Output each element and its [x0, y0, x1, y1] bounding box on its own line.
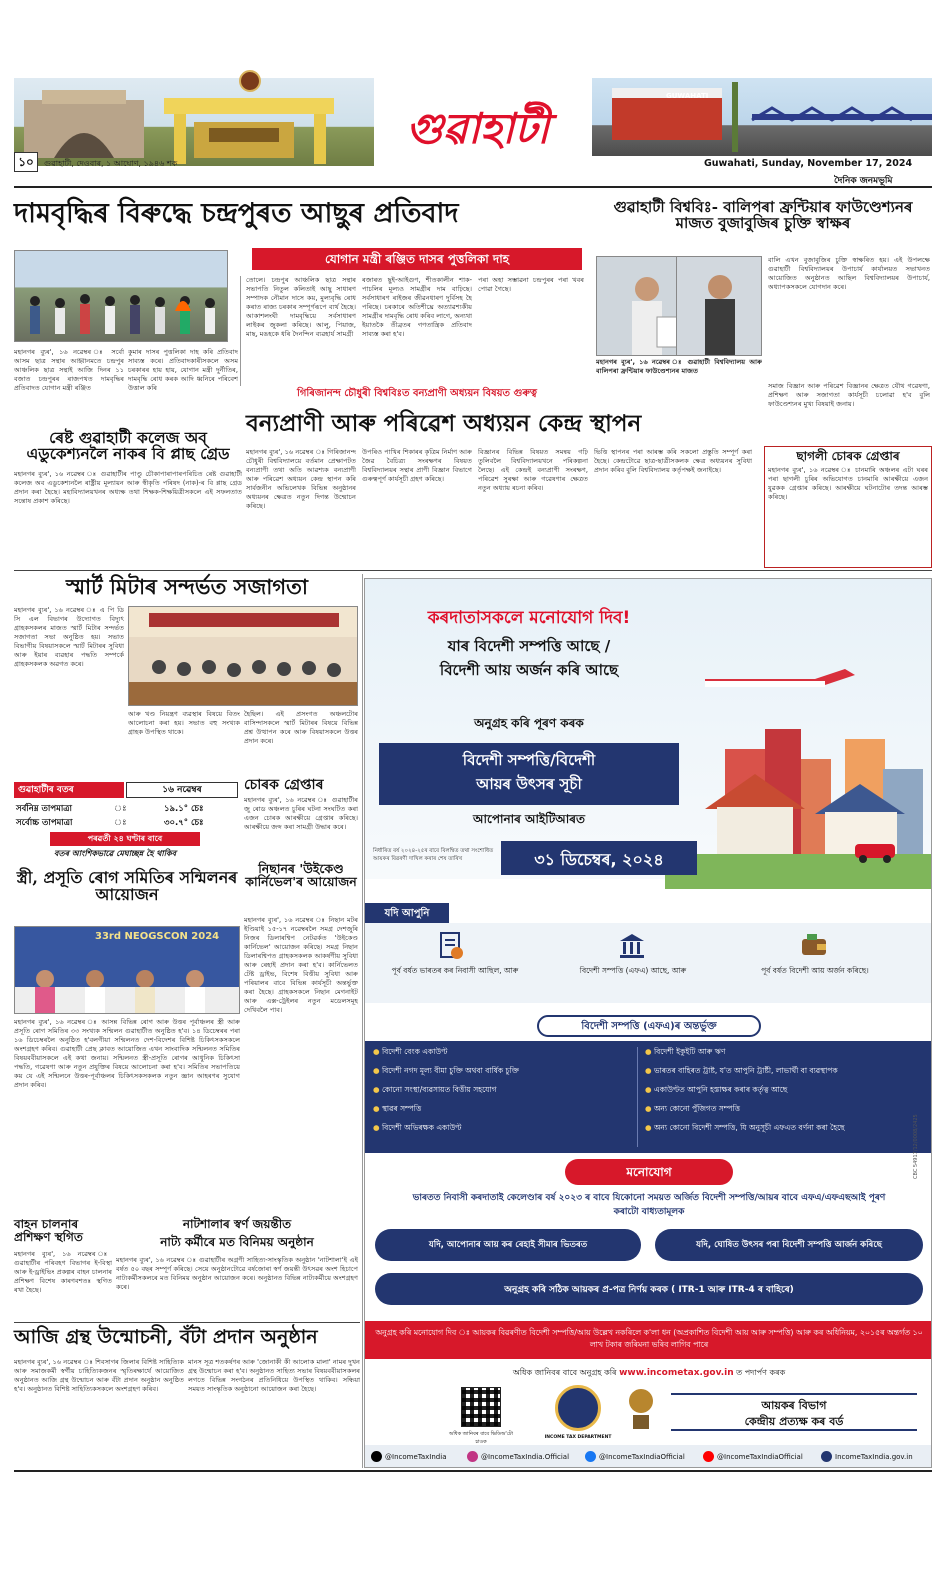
fa-right-item: ● অন্য কোনো বিদেশী সম্পত্তি, যি অনুসূচী এফএত বৰ্ণনা কৰা হৈছে [645, 1123, 845, 1132]
social-web[interactable] [821, 1451, 913, 1462]
ad-due-date: ৩১ ডিচেম্বৰ, ২০২৪ [534, 850, 664, 869]
book-col2: মানস সূত্ৰ শতকৰ্ষণৰ আৰু 'জোনাকী কী আলোক মালা' নামৰ দুখন গ্ৰন্থ উন্মোচন কৰা হ'ব। অনুষ্ঠানত সাহিত্য সভাৰ বিষয়ববীয়াসকলৰ লগতে বিভিন্ন সংগঠনৰ প্ৰতিনিধিয়ে উপস্থিত থাকিব। সন্ধিয়া সময়ত সাংস্কৃতিক অনুষ্ঠানো আয়োজন কৰা হৈছে। [188, 1358, 360, 1393]
fa-right-text: অন্য কোনো বিদেশী সম্পত্তি, যি অনুসূচী এফএত বৰ্ণনা কৰা হৈছে [653, 1123, 845, 1132]
more-info-prefix: অধিক জানিবৰ বাবে অনুগ্ৰহ কৰি [512, 1368, 617, 1377]
gyn-banner: 33rd NEOGSCON 2024 [95, 931, 220, 942]
ad-attention-title: মনোযোগ [626, 1165, 672, 1179]
masthead-logo-circle [239, 70, 261, 92]
top-section-rule [14, 570, 932, 571]
forest-kicker: গিৰিজানন্দ চৌধুৰী বিশ্ববিঃত বন্যপ্ৰাণী অধ্যয়ন বিষয়ত গুৰুত্ব [296, 388, 538, 399]
fa-right-item: ● ভাৰতৰ বাহিৰত ট্ৰাষ্ট, য'ত আপুনি ট্ৰাষ্টী, লাভাৰ্থী বা ব্যৱস্থাপক [645, 1066, 838, 1075]
smart-meter-col3: হৈছিল। এই প্ৰসংগত অঞ্চলটোৰ বাসিন্দাসকলে স্মাৰ্ট মিটাৰৰ বিষয়ে বিভিন্ন প্ৰশ্ন উত্থাপন কৰে আৰু বিষয়াসকলে উত্তৰ প্ৰদান কৰে। [244, 710, 358, 745]
newspaper-name: দৈনিক জনমভূমি [834, 176, 893, 186]
dept-name-2: কেন্দ্ৰীয় প্ৰত্যক্ষ কৰ বৰ্ড [744, 1415, 844, 1428]
income-tax-ad [364, 578, 932, 1468]
vehicle-headline: বাহন চালনাৰ প্ৰশিক্ষণ স্থগিত [14, 1217, 83, 1244]
masthead-station-photo [592, 78, 932, 156]
weather-forecast-title: পৰৱৰ্তী ২৪ ঘণ্টাৰ বাবে [50, 832, 200, 846]
ad-card-2-text: বিদেশী সম্পত্তি (এফএ) আছে, আৰু [579, 966, 687, 975]
lead-col3: তোলে। চন্দ্ৰপুৰ আঞ্চলিক ছাত্ৰ সন্থাৰ সভাপতি নিতুল কলিতাই আছু সাধাৰণ সম্পাদক নৌমান দাসে কয়, মুল্যবৃদ্ধি ৰোধ কৰাত ৰাজ্য চৰকাৰ সম্পূৰ্ণৰূপে ব্যৰ্থ হৈছে। আকাশলংঘী দামবৃদ্ধিয়ে সৰ্বসাধাৰণ লাইকৰ জুকলা কৰিছে। আলু, পিয়াজ, মাছ, মঙহকে ধৰি দৈনন্দিন ব্যৱহাৰ্য সামগ্ৰী [246, 276, 356, 338]
qr-caption: অধিক জানিবৰ বাবে ভিডিঅ'টো চাওক [449, 1431, 513, 1445]
weather-colon-1: ঃ [114, 804, 127, 814]
forest-headline: বন্যপ্ৰাণী আৰু পৰিৱেশ অধ্যয়ন কেন্দ্ৰ স্থাপন [246, 410, 642, 437]
ad-fa-right [645, 1047, 929, 1142]
lead-headline: দামবৃদ্ধিৰ বিৰুদ্ধে চন্দ্ৰপুৰত আছুৰ প্ৰতিবাদ [14, 198, 459, 229]
weather-title: গুৱাহাটীৰ বতৰ [14, 782, 124, 798]
ad-schedule-line2: আয়ৰ উৎসৰ সূচী [476, 775, 582, 793]
smart-meter-col1: মহানগৰ ব্যুৰ', ১৬ নৱেম্বৰ ঃ এ পি ডি সি এল বিভাগৰ উদ্যোগত বিদ্যুৎ গ্ৰাহকসকলৰ মাজত স্মাৰ্ট মিটাৰ সন্দৰ্ভত সজাগতা সভা অনুষ্ঠিত হয়। সভাত বিভাগীয় বিষয়াসকলে স্মাৰ্ট মিটাৰৰ সুবিধা আৰু ইয়াৰ ব্যৱহাৰ পদ্ধতি সম্পৰ্কে গ্ৰাহকসকলক অৱগত কৰে। [14, 606, 124, 668]
ad-fa-left [373, 1047, 633, 1142]
x-icon [371, 1451, 382, 1462]
wallet-icon [797, 931, 831, 961]
social-handle: @IncomeTaxIndia [385, 1452, 447, 1461]
ad-itr-line: আপোনাৰ আইটিআৰত [473, 812, 585, 826]
page-bottom-rule [14, 1470, 932, 1472]
ad-city-illustration [665, 639, 931, 889]
weather-date: ১৬ নৱেম্বৰ [126, 782, 238, 798]
fa-left-text: বিদেশী অভিৰক্ষক একাউণ্ট [381, 1123, 462, 1132]
ad-sub1: যাৰ বিদেশী সম্পত্তি আছে / [447, 637, 611, 655]
ad-request: অনুগ্ৰহ কৰি পূৰণ কৰক [474, 716, 584, 730]
social-youtube[interactable] [703, 1451, 803, 1462]
forest-col4: ভিত্তি স্থাপনৰ পৰা আৰম্ভ কৰি সকলো প্ৰস্তুতি সম্পূৰ্ণ কৰা হৈছে। কেন্দ্ৰটোৱে ছাত্ৰ-ছাত্ৰীসকলক ক্ষেত্ৰ অধ্যয়নৰ সুবিধা প্ৰদান কৰিব বুলি বিশ্ববিদ্যালয় কৰ্তৃপক্ষই জনাইছে। [594, 448, 752, 474]
ad-if-you: যদি আপুনি [384, 908, 430, 919]
university-col1: বালি এখন বুজাবুজিৰ চুক্তি স্বাক্ষৰিত হয়। এই উপলক্ষে গুৱাহাটী বিশ্ববিদ্যালয়ৰ উপাচাৰ্য কাৰ্যালয়ত সভাখনত আয়োজিত অনুষ্ঠানত আছিল বিশ্ববিদ্যালয়ৰ উপাচাৰ্য, অধ্যাপকসকলে যোগদান কৰে। [768, 256, 930, 291]
lead-subhead: যোগান মন্ত্ৰী ৰঞ্জিত দাসৰ পুত্তলিকা দাহ [252, 248, 582, 270]
fa-right-text: বিদেশী ইকুইটি আৰু ঋণ [653, 1047, 726, 1056]
ad-due-note: নিৰ্ধাৰিত বৰ্ষ ২০২৪-২৫ৰ বাবে বিলম্বিত তথা সংশোধিত আয়কৰ বিৱৰণী দাখিল কৰাৰ শেষ তাৰিখ [373, 848, 494, 862]
dept-name-1: আয়কৰ বিভাগ [761, 1399, 827, 1412]
fa-left-text: কোনো সংস্থা/ব্যৱসায়ত বিত্তীয় সহযোগ [381, 1085, 497, 1094]
fa-right-text: একাউণ্টত আপুনি হস্তাক্ষৰ কৰাৰ কৰ্তৃত্ব আছে [653, 1085, 788, 1094]
weather-max-label: সৰ্বোচ্চ তাপমাত্ৰা [16, 818, 73, 828]
smart-meter-headline: স্মাৰ্ট মিটাৰ সন্দৰ্ভত সজাগতা [65, 574, 308, 599]
ad-sub2: বিদেশী আয় অৰ্জন কৰি আছে [439, 661, 619, 679]
smart-meter-photo [128, 606, 358, 706]
bank-icon [615, 931, 649, 961]
nat-body: মহানগৰ ব্যুৰ', ১৬ নৱেম্বৰ ঃ গুৱাহাটীৰ অগ্ৰণী সাহিত্য-সাংস্কৃতিক অনুষ্ঠান 'নাটশালা'ই এই বৰ্ষত ৫০ বছৰ সম্পূৰ্ণ কৰিছে। সেয়ে অনুষ্ঠানটোৱে বৰ্ষজোৰা স্বৰ্ণ জয়ন্তী উৎসৱৰ অংশ হিচাপে নাট্যকৰ্মীসকলৰে মত বিনিময় অনুষ্ঠান আয়োজন কৰে। অনুষ্ঠানত বিভিন্ন নাট্যকৰ্মীয়ে অংশগ্ৰহণ কৰে। [116, 1256, 358, 1291]
ad-code: CBC 54917/12/0008/2425 [913, 1114, 919, 1179]
university-col3: সমাজ বিজ্ঞান আৰু পৰিৱেশ বিজ্ঞানৰ ক্ষেত্ৰত যৌথ গৱেষণা, প্ৰশিক্ষণ আৰু সজাগতা কাৰ্যসূচী চলোৱা হ'ব বুলি ফাউণ্ডেশ্যনৰ মুখ্য বিষয়াই জনায়। [768, 382, 930, 408]
lead-protest-photo [14, 250, 228, 342]
date-english: Guwahati, Sunday, November 17, 2024 [704, 158, 913, 169]
emblem-text: INCOME TAX DEPARTMENT [544, 1435, 612, 1440]
fa-right-item: ● অন্য কোনো পুঁজিগত সম্পত্তি [645, 1104, 741, 1113]
left-column-divider [362, 574, 363, 1468]
vehicle-body: মহানগৰ ব্যুৰ', ১৬ নৱেম্বৰ ঃ গুৱাহাটীৰ পৰিবহণ বিভাগৰ ই-বিস্থা আৰু ই-ড্ৰাইভিং প্ৰকল্পৰ বাহন চালনাৰ প্ৰশিক্ষণ বিশেষ কাৰণবশতঃ স্থগিত ৰখা হৈছে। [14, 1250, 112, 1294]
lead-col2: কুমাৰ দাসৰ পুত্তলিকা দাহ কৰি প্ৰতিবাদ সাব্যস্ত কৰে। প্ৰতিবাদকাৰীসকলে অসম চৰকাৰৰ হায় হায়, যোগান মন্ত্ৰী দুৰ্নীতিৰ, দামবৃদ্ধি ৰোধ কৰক আদি ধ্বনিৰে পৰিবেশ উত্তাল কৰি [128, 348, 238, 392]
fa-left-text: বিদেশী নগদ মূল্য বীমা চুক্তি অথবা বাৰ্ষিক চুক্তি [381, 1066, 519, 1075]
university-headline: গুৱাহাটী বিশ্ববিঃ- বালিপৰা ফ্ৰন্টিয়াৰ ফাউণ্ডেশ্যনৰ মাজত বুজাবুজিৰ চুক্তি স্বাক্ষৰ [613, 198, 913, 232]
book-rule [14, 1322, 360, 1323]
fa-left-text: বিদেশী বেংক একাউণ্ট [381, 1047, 448, 1056]
social-handle: @IncomeTaxIndiaOfficial [717, 1452, 803, 1461]
gyn-headline: স্ত্ৰী, প্ৰসূতি ৰোগ সমিতিৰ সন্মিলনৰ আয়োজন [16, 868, 238, 904]
gyn-body: মহানগৰ ব্যুৰ', ১৬ নৱেম্বৰ ঃ আসন্ন বিভিন্ন ৰোগ আৰু উত্তৰ পূৰ্বাঞ্চলৰ স্ত্ৰী আৰু প্ৰসূতি ৰোগ সমিতিৰ ৩৩ সংখ্যক সন্মিলন গুৱাহাটীত অনুষ্ঠিত হ'ব। ১৪ ডিচেম্বৰৰ পৰা ১৬ ডিচেম্বৰলৈ অনুষ্ঠিত হ'বলগীয়া সন্মিলনত দেশ-বিদেশৰ বিশিষ্ট চিকিৎসকসকলে অংশগ্ৰহণ কৰিব। গুৱাহাটী প্ৰেছ ক্লাবত আয়োজিত এখন সাংবাদিক সন্মিলনত সমিতিৰ বিষয়ববীয়াসকলে এই কথা জনায়। সন্মিলনত স্ত্ৰী-প্ৰসূতি ৰোগৰ আধুনিক চিকিৎসা পদ্ধতি, গৱেষণা আৰু নতুন প্ৰযুক্তিৰ বিষয়ে আলোচনা কৰা হ'ব। সমিতিৰ সভাপতিয়ে কয় যে এই সন্মিলনে উত্তৰ-পূৰ্বাঞ্চলৰ চিকিৎসকসকলক নতুন জ্ঞান আহৰণৰ সুযোগ প্ৰদান কৰিব। [14, 1018, 240, 1089]
social-x[interactable] [371, 1451, 447, 1462]
fa-left-item: ● স্থাৱৰ সম্পত্তি [373, 1104, 422, 1113]
ad-btn-itr-form: অনুগ্ৰহ কৰি সঠিক আয়কৰ প্ৰ-পত্ৰ নিৰ্ণয় কৰক ( ITR-1 আৰু ITR-4 ৰ বাহিৰে) [375, 1273, 923, 1305]
instagram-icon [467, 1451, 478, 1462]
gyn-photo [14, 926, 240, 1014]
social-handle: IncomeTaxIndia.gov.in [835, 1452, 913, 1461]
weather-max-value: ৩০.৭° চেঃ [164, 818, 204, 828]
goat-headline: ছাগলী চোৰক গ্ৰেপ্তাৰ [796, 449, 900, 463]
web-icon [821, 1451, 832, 1462]
website-link[interactable]: www.incometax.gov.in [619, 1368, 734, 1378]
fa-left-item: ● বিদেশী নগদ মূল্য বীমা চুক্তি অথবা বাৰ্ষিক চুক্তি [373, 1066, 519, 1075]
fa-left-text: স্থাৱৰ সম্পত্তি [381, 1104, 422, 1113]
weather-colon-2: ঃ [114, 818, 127, 828]
masthead [14, 70, 932, 188]
social-handle: @IncomeTaxIndiaOfficial [599, 1452, 685, 1461]
social-instagram[interactable] [467, 1451, 569, 1462]
fa-left-item: ● বিদেশী অভিৰক্ষক একাউণ্ট [373, 1123, 462, 1132]
lead-col5: পৰা অহা সম্ভাৱনা চন্দ্ৰপুৰৰ পৰা খবৰ পোৱা গৈছে। [478, 276, 584, 293]
ad-penalty-strip: অনুগ্ৰহ কৰি মনোযোগ দিব ঃ আয়কৰ বিৱৰণীত বিদেশী সম্পত্তি/আয় উল্লেখ নকৰিলে ক'লা ধন (অপ্ৰকাশিত বিদেশী আয় আৰু সম্পত্তি) আৰু কৰ অধিনিয়ম, ২০১৫ৰ অন্তৰ্গত ১০ লাখ টকাৰ জৰিমনা ভৰিব লাগিব পাৰে [365, 1321, 932, 1359]
college-headline: ৰেষ্ট গুৱাহাটী কলেজ অব্ এডুকেশ্যনলৈ নাকৰ বি প্লাছ গ্ৰেড [26, 428, 230, 464]
facebook-icon [585, 1451, 596, 1462]
weather-forecast: বতৰ আংশিকভাৱে মেঘাচ্ছন্ন হৈ থাকিব [54, 849, 177, 858]
weather-box [14, 782, 240, 862]
university-photo-2 [676, 256, 762, 356]
fa-right-item: ● বিদেশী ইকুইটি আৰু ঋণ [645, 1047, 726, 1056]
income-tax-emblem [555, 1385, 601, 1431]
weather-min-label: সৰ্বনিম্ন তাপমাত্ৰা [16, 804, 73, 814]
nat-headline-2: নাট্য কৰ্মীৰে মত বিনিময় অনুষ্ঠান [160, 1235, 314, 1249]
page-number: ১০ [14, 152, 38, 172]
masthead-rule [14, 186, 932, 188]
youtube-icon [703, 1451, 714, 1462]
ad-more-info [365, 1367, 932, 1380]
ad-btn-declared-source: যদি, ঘোষিত উৎসৰ পৰা বিদেশী সম্পত্তি আৰ্জন কৰিছে [655, 1229, 923, 1261]
ad-schedule-line1: বিদেশী সম্পত্তি/বিদেশী [462, 751, 596, 769]
carnival-body: মহানগৰ ব্যুৰ', ১৬ নৱেম্বৰ ঃ নিছান মটৰ ইণ্ডিয়াই ১৫-১৭ নৱেম্বৰলৈ সমগ্ৰ দেশজুৰি নিজৰ ডিলাৰশ্বিপ নেটৱৰ্কত 'উইকেণ্ড কাৰ্নিভেল' আয়োজন কৰিছে। সমগ্ৰ নিছান ডিলাৰশ্বিপত গ্ৰাহকসকলক আকৰ্ষণীয় সুবিধা আৰু ৰেহাই প্ৰদান কৰা হ'ব। কাৰ্নিভেলত টেষ্ট ড্ৰাইভ, বিশেষ বিত্তীয় সুবিধা আৰু পৰিয়ালৰ বাবে বিভিন্ন কাৰ্যসূচী অন্তৰ্ভুক্ত কৰা হৈছে। গ্ৰাহকসকলে নিছান মেগনাইট আৰু এক্স-ট্ৰেইলৰ নতুন মডেলসমূহ দেখিবলৈ পাব। [244, 916, 358, 1014]
nat-headline: নাটশালাৰ স্বৰ্ণ জয়ন্তীত [182, 1217, 292, 1231]
forest-col1: মহানগৰ ব্যুৰ', ১৬ নৱেম্বৰ ঃ গিৰিজানন্দ চৌধুৰী বিশ্ববিদ্যালয়ে বৰ্তমান প্ৰেক্ষাপটত বন্যপ্ৰাণী তথা অতি আৱশ্যক বন্যপ্ৰাণী আৰু পৰিৱেশ অধ্যয়ন কেন্দ্ৰ স্থাপন কৰি সাৰ্বজনীন অভিলেখক বিভিন্ন অনুষ্ঠানৰ অধ্যয়নৰ ক্ষেত্ৰত নতুন দিগন্ত উন্মোচন কৰিছে। [246, 448, 356, 510]
ad-btn-exemption: যদি, আপোনাৰ আয় কৰ ৰেহাই সীমাৰ ভিতৰত [375, 1229, 641, 1261]
thief-headline: চোৰক গ্ৰেপ্তাৰ [244, 777, 324, 793]
lead-divider [240, 276, 241, 386]
ad-attention-text: ভাৰতত নিবাসী কৰদাতাই কেলেণ্ডাৰ বৰ্ষ ২০২৩ ৰ বাবে যিকোনো সময়ত অৰ্জিত বিদেশী সম্পত্তি/আয়ৰ বাবে এফএ/এফএছআই পূৰণ কৰাটো বাধ্যতামূলক [412, 1193, 886, 1217]
more-info-suffix: ত পদাৰ্পণ কৰক [736, 1368, 786, 1377]
date-assamese: গুৱাহাটী, দেওবাৰ, ১ আঘোণ, ১৯৪৬ শক [44, 159, 178, 168]
ad-fa-col-divider [637, 1047, 638, 1147]
social-facebook[interactable] [585, 1451, 685, 1462]
social-handle: @IncomeTaxIndia.Official [481, 1452, 570, 1461]
goat-body: মহানগৰ ব্যুৰ', ১৬ নৱেম্বৰ ঃ চানমাৰি অঞ্চলৰ এটা ঘৰৰ পৰা ছাগলী চুৰিৰ অভিযোগত চানমাৰি আৰক্ষীয়ে এজন যুৱকক গ্ৰেপ্তাৰ কৰিছে। আৰক্ষীয়ে ঘটনাটোৰ তদন্ত আৰম্ভ কৰিছে। [768, 465, 928, 501]
thief-body: মহানগৰ ব্যুৰ', ১৬ নৱেম্বৰ ঃ গুৱাহাটীৰ জু ৰোড অঞ্চলত চুৰিৰ ঘটনা সংঘটিত কৰা এজন চোৰক আৰক্ষীয়ে গ্ৰেপ্তাৰ কৰিছে। আৰক্ষীয়ে জব্দ কৰা সামগ্ৰী উদ্ধাৰ কৰে। [244, 796, 358, 831]
fa-left-item: ● কোনো সংস্থা/ব্যৱসায়ত বিত্তীয় সহযোগ [373, 1085, 497, 1094]
weather-min-value: ১৯.১° চেঃ [164, 804, 204, 814]
fa-left-item: ● বিদেশী বেংক একাউণ্ট [373, 1047, 448, 1056]
masthead-station-sign: GUWAHATI [666, 92, 709, 100]
book-headline: আজি গ্ৰন্থ উন্মোচনী, বঁটা প্ৰদান অনুষ্ঠান [14, 1326, 318, 1348]
book-col1: মহানগৰ ব্যুৰ', ১৬ নৱেম্বৰ ঃ শিবসাগৰ জিলাৰ বিশিষ্ট সাহিত্যিক আৰু সমাজকৰ্মী স্বৰ্গীয় চাহিত্যিকজনৰ স্মৃতিৰক্ষাৰ্থে আয়োজিত অনুষ্ঠানত আজি গ্ৰন্থ উন্মোচন আৰু বঁটা প্ৰদান অনুষ্ঠান অনুষ্ঠিত হ'ব। অনুষ্ঠানত বিশিষ্ট সাহিত্যিকসকলে অংশগ্ৰহণ কৰিব। [14, 1358, 184, 1393]
qr-code [461, 1387, 501, 1427]
ashoka-emblem [627, 1385, 655, 1431]
goat-box [764, 446, 932, 568]
masthead-title: গুৱাহাটী [406, 104, 550, 153]
university-caption: মহানগৰ ব্যুৰ', ১৬ নৱেম্বৰ ঃ গুৱাহাটী বিশ্ববিদ্যালয় আৰু বালিপৰা ফ্ৰন্টিয়াৰ ফাউণ্ডেশ্যনৰ মাজত [596, 358, 762, 375]
lead-col1: মহানগৰ ব্যুৰ', ১৬ নৱেম্বৰ ঃ সৰ্বো আসম ছাত্ৰ সন্থাৰ আহ্বানমতে চন্দ্ৰপুৰ আঞ্চলিক ছাত্ৰ সন্থাই আজি দিনৰ ১১ বজাত চন্দ্ৰপুৰৰ ৰাজপথত দামবৃদ্ধিৰ প্ৰতিবাদত যোগান মন্ত্ৰী ৰঞ্জিত [14, 348, 124, 392]
carnival-headline: নিছানৰ 'উইকেণ্ড কাৰ্নিভেল'ৰ আয়োজন [245, 861, 357, 890]
masthead-gate-photo [14, 78, 374, 166]
ad-card-1-text: পূৰ্ব বৰ্ষত ভাৰতৰ কৰ নিবাসী আছিল, আৰু [391, 966, 519, 975]
forest-col3: বিজ্ঞানৰ বিভিন্ন বিষয়ত সমন্বয় গঢ়ি তুলিবলৈ বিশ্ববিদ্যালয়খনে পৰিকল্পনা লৈছে। এই কেন্দ্ৰই বন্যপ্ৰাণী সংৰক্ষণ, পৰিৱেশ সুৰক্ষা আৰু গৱেষণাৰ ক্ষেত্ৰত নতুন অধ্যায় ৰচনা কৰিব। [478, 448, 588, 492]
smart-meter-col2: আৰু খণ্ড নিয়ন্ত্ৰণ ব্যৱস্থাৰ বিষয়ে বিতং আলোচনা কৰা হয়। সভাত বহু সংখ্যক গ্ৰাহক উপস্থিত থাকে। [128, 710, 240, 736]
college-body: মহানগৰ ব্যুৰ', ১৬ নৱেম্বৰ ঃ গুৱাহাটীৰ পাণ্ডু চৌকাপাৰাপাৰপৰিচিত ৰেষ্ট গুৱাহাটী কলেজ অব এডুকেশ্যনলৈ ৰাষ্ট্ৰীয় মূল্যায়ন আৰু স্বীকৃতি পৰিষদ (নাক)-ৰ বি প্লাছ গ্ৰেড প্ৰদান কৰা হৈছে। মহাবিদ্যালয়খনৰ অধ্যক্ষ তথা শিক্ষক-শিক্ষয়িত্ৰীসকলে এই সফলতাত সন্তোষ প্ৰকাশ কৰিছে। [14, 470, 242, 505]
fa-right-text: অন্য কোনো পুঁজিগত সম্পত্তি [653, 1104, 741, 1113]
fa-right-text: ভাৰতৰ বাহিৰত ট্ৰাষ্ট, য'ত আপুনি ট্ৰাষ্টী, লাভাৰ্থী বা ব্যৱস্থাপক [653, 1066, 838, 1075]
fa-right-item: ● একাউণ্টত আপুনি হস্তাক্ষৰ কৰাৰ কৰ্তৃত্ব আছে [645, 1085, 788, 1094]
ad-fa-title: বিদেশী সম্পত্তি (এফএ)ৰ অন্তৰ্ভুক্ত [581, 1021, 717, 1032]
forest-col2: উপৰিও পাখিৰ শিকাৰৰ কৃত্ৰিম নিৰ্মাণ আৰু জৈৱ বৈচিত্ৰ্য সংৰক্ষণৰ বিষয়ত বিশ্ববিদ্যালয়ৰ সন্থাৰ প্ৰাণী বিজ্ঞান বিভাগে গুৰুত্বপূৰ্ণ কাৰ্যসূচী গ্ৰহণ কৰিছে। [362, 448, 472, 483]
lead-col4: ৰজাৰত ছুই-আইগুণ, শীতকালীন শাক-পাচলিৰ মূল্যও সামগ্ৰীৰ দাম বাঢ়িছে। সৰ্বসাধাৰণ ৰাইজৰ জীৱনধাৰণ দুৰ্বিসহ হৈ পৰিছে। চৰকাৰে অতিশীঘ্ৰে অত্যাৱশ্যকীয় সামগ্ৰীৰ দামবৃদ্ধি ৰোধ কৰিব লাগে, অন্যথা ইয়াতকৈ তীব্ৰতৰ গণতান্ত্ৰিক প্ৰতিবাদ সাব্যস্ত কৰা হ'ব। [362, 276, 472, 338]
ad-headline: কৰদাতাসকলে মনোযোগ দিব! [427, 608, 631, 628]
document-icon [433, 931, 467, 961]
ad-card-3-text: পূৰ্ব বৰ্ষত বিদেশী আয় অৰ্জন কৰিছে। [761, 966, 869, 975]
